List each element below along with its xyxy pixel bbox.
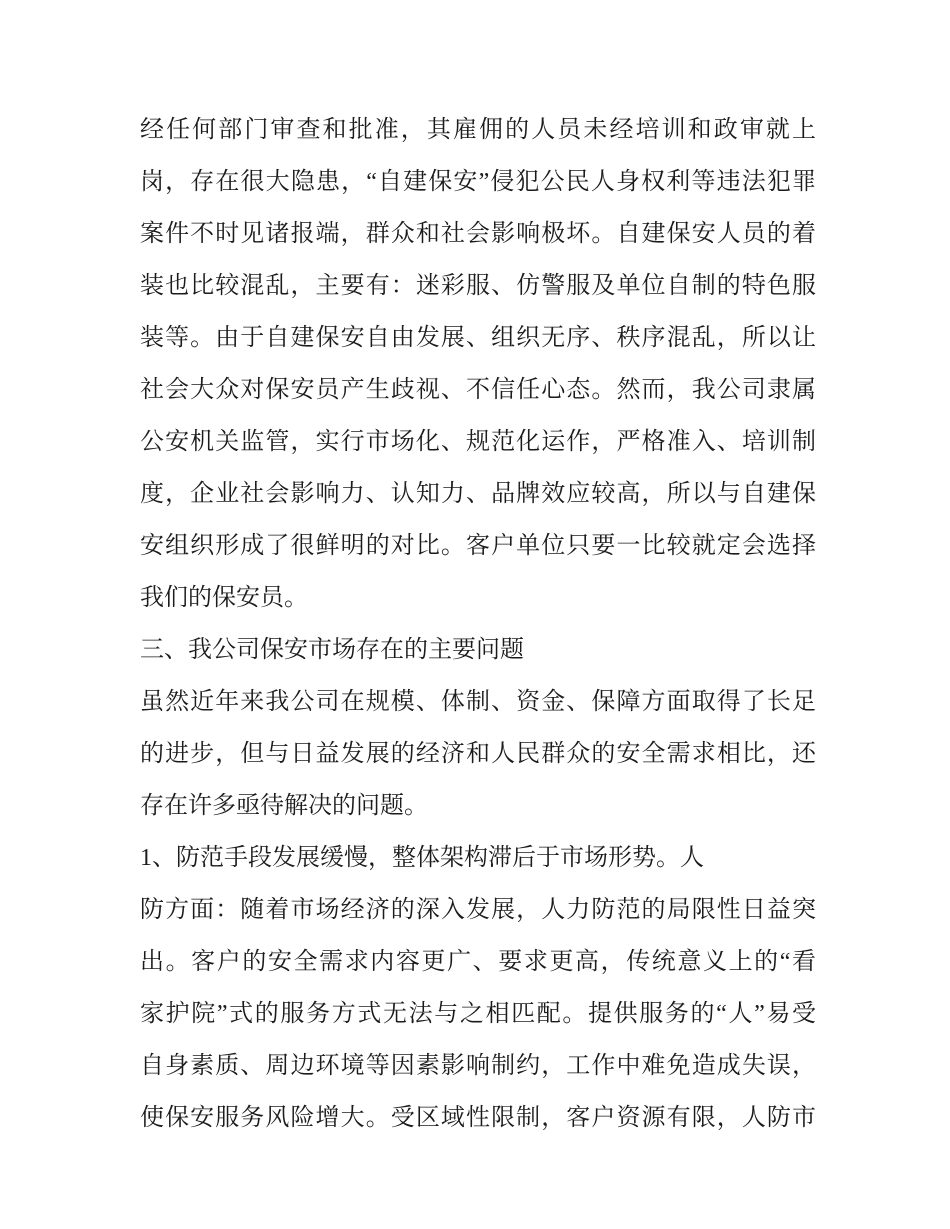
document-text-block: [140, 104, 816, 1144]
text-line: 防方面：随着市场经济的深入发展，人力防范的局限性日益突: [140, 897, 816, 923]
text-line: 经任何部门审查和批准，其雇佣的人员未经培训和政审就上: [140, 117, 816, 143]
text-line: 装等。由于自建保安自由发展、组织无序、秩序混乱，所以让: [140, 325, 816, 351]
text-line: 装也比较混乱，主要有：迷彩服、仿警服及单位自制的特色服: [140, 273, 816, 299]
text-line: 度，企业社会影响力、认知力、品牌效应较高，所以与自建保: [140, 481, 816, 507]
text-line: 自身素质、周边环境等因素影响制约，工作中难免造成失误，: [140, 1053, 816, 1079]
text-line: 的进步，但与日益发展的经济和人民群众的安全需求相比，还: [140, 741, 816, 767]
text-line: 公安机关监管，实行市场化、规范化运作，严格准入、培训制: [140, 429, 816, 455]
text-line: 安组织形成了很鲜明的对比。客户单位只要一比较就定会选择: [140, 533, 816, 559]
text-line: 家护院”式的服务方式无法与之相匹配。提供服务的“人”易受: [140, 1001, 816, 1027]
text-line: 存在许多亟待解决的问题。: [140, 793, 428, 819]
list-item-heading: 1、防范手段发展缓慢，整体架构滞后于市场形势。人: [140, 845, 704, 871]
text-line: 案件不时见诸报端，群众和社会影响极坏。自建保安人员的着: [140, 221, 816, 247]
text-line: 使保安服务风险增大。受区域性限制，客户资源有限，人防市: [140, 1105, 816, 1131]
text-line: 出。客户的安全需求内容更广、要求更高，传统意义上的“看: [140, 949, 816, 975]
section-heading: 三、我公司保安市场存在的主要问题: [140, 637, 524, 663]
text-line: 岗，存在很大隐患，“自建保安”侵犯公民人身权利等违法犯罪: [140, 169, 816, 195]
text-line: 社会大众对保安员产生歧视、不信任心态。然而，我公司隶属: [140, 377, 816, 403]
text-line: 虽然近年来我公司在规模、体制、资金、保障方面取得了长足: [140, 689, 816, 715]
text-line: 我们的保安员。: [140, 585, 308, 611]
